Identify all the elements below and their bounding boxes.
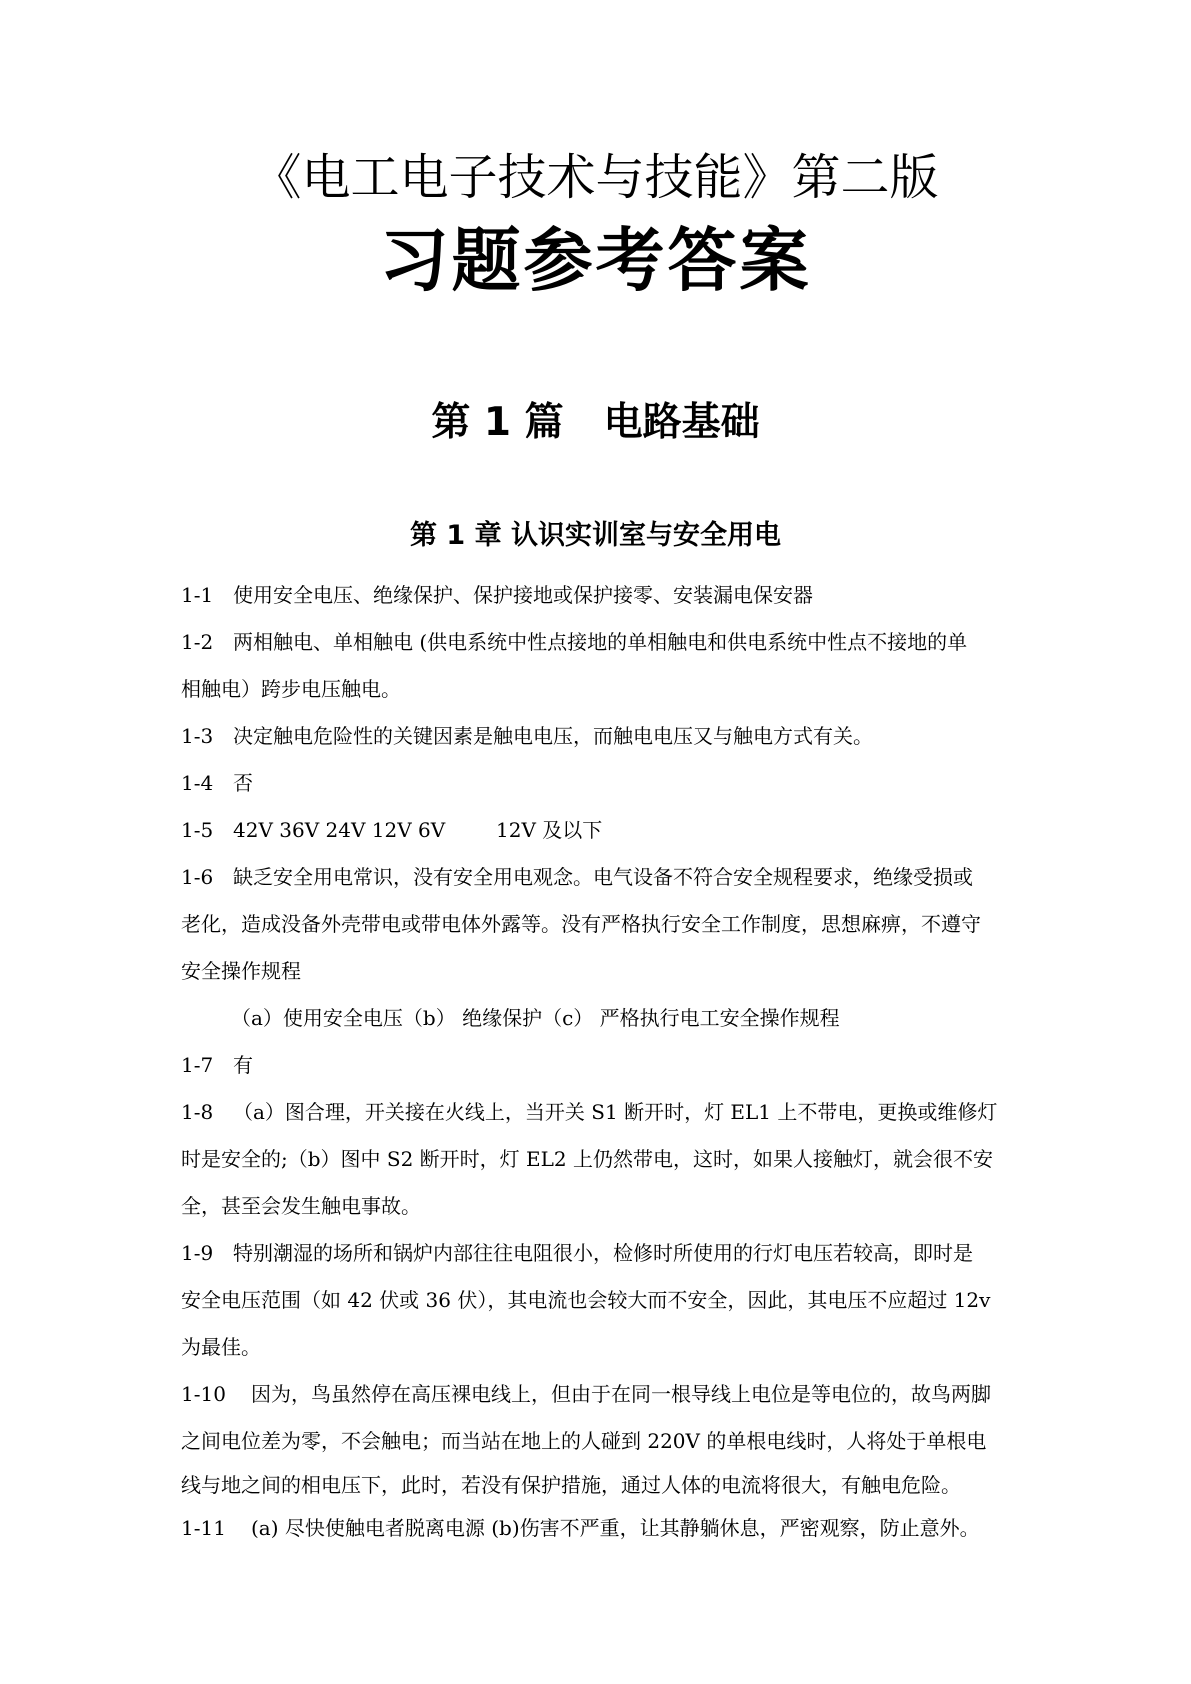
- answer-number: 1-8: [181, 1100, 214, 1124]
- answer-text: 全，甚至会发生触电事故。: [181, 1194, 421, 1218]
- main-title: 习题参考答案: [379, 221, 812, 301]
- answer-1-1: [181, 572, 1021, 619]
- answer-text: 决定触电危险性的关键因素是触电电压，而触电电压又与触电方式有关。: [233, 724, 873, 748]
- answer-text: 两相触电、单相触电 (供电系统中性点接地的单相触电和供电系统中性点不接地的单: [233, 630, 968, 654]
- answer-1-9-cont: [181, 1277, 1021, 1324]
- answer-number: 1-1: [181, 583, 214, 607]
- answer-1-6: [181, 854, 1021, 901]
- answer-1-8-cont: [181, 1136, 1021, 1183]
- answer-text: 使用安全电压、绝缘保护、保护接地或保护接零、安装漏电保安器: [233, 583, 813, 607]
- answer-1-6-cont: [181, 901, 1021, 948]
- answer-1-10-cont: [181, 1465, 1021, 1505]
- answer-text: 线与地之间的相电压下，此时，若没有保护措施，通过人体的电流将很大，有触电危险。: [181, 1473, 961, 1497]
- answer-text: 为最佳。: [181, 1335, 261, 1359]
- answer-1-6-cont: [181, 948, 1021, 995]
- answer-number: 1-7: [181, 1053, 214, 1077]
- answer-1-9-cont: [181, 1324, 1021, 1371]
- book-title: 《电工电子技术与技能》第二版: [252, 149, 939, 206]
- answer-text: 之间电位差为零，不会触电；而当站在地上的人碰到 220V 的单根电线时，人将处于单根电: [181, 1429, 987, 1453]
- answer-1-8: [181, 1089, 1021, 1136]
- answer-1-2-cont: [181, 666, 1021, 713]
- answer-1-11: [181, 1505, 1021, 1552]
- answer-text: 否: [233, 771, 253, 795]
- answer-number: 1-10: [181, 1382, 226, 1406]
- answer-number: 1-3: [181, 724, 214, 748]
- answer-1-10-cont: [181, 1418, 1021, 1465]
- answer-text: 安全电压范围（如 42 伏或 36 伏），其电流也会较大而不安全，因此，其电压不应超过 12v: [181, 1288, 991, 1312]
- answer-text: 因为，鸟虽然停在高压裸电线上，但由于在同一根导线上电位是等电位的，故鸟两脚: [251, 1382, 991, 1406]
- answer-1-4: [181, 760, 1021, 807]
- answer-text: 42V 36V 24V 12V 6V 12V 及以下: [233, 818, 603, 842]
- answer-text: 相触电）跨步电压触电。: [181, 677, 401, 701]
- answer-text: 缺乏安全用电常识，没有安全用电观念。电气设备不符合安全规程要求，绝缘受损或: [233, 865, 973, 889]
- answer-1-10: [181, 1371, 1021, 1418]
- part-heading: [0, 398, 1191, 448]
- answer-1-8-cont: [181, 1183, 1021, 1230]
- answer-text: （a）图合理，开关接在火线上，当开关 S1 断开时，灯 EL1 上不带电，更换或维修灯: [233, 1100, 998, 1124]
- answer-text: 时是安全的;（b）图中 S2 断开时，灯 EL2 上仍然带电，这时，如果人接触灯，就会很不安: [181, 1147, 994, 1171]
- answer-1-5: [181, 807, 1021, 854]
- answer-number: 1-5: [181, 818, 214, 842]
- part-label: 第 1 篇: [431, 400, 564, 445]
- chapter-heading: 第 1 章 认识实训室与安全用电: [410, 520, 781, 551]
- answer-number: 1-6: [181, 865, 214, 889]
- answer-text: 安全操作规程: [181, 959, 301, 983]
- answer-number: 1-2: [181, 630, 214, 654]
- answer-list: [181, 572, 1021, 1552]
- answer-1-6-options: [181, 995, 1021, 1042]
- answer-text: 特别潮湿的场所和锅炉内部往往电阻很小，检修时所使用的行灯电压若较高，即时是: [233, 1241, 973, 1265]
- answer-text: 老化，造成没备外壳带电或带电体外露等。没有严格执行安全工作制度，思想麻痹，不遵守: [181, 912, 981, 936]
- answer-number: 1-11: [181, 1516, 226, 1540]
- answer-1-9: [181, 1230, 1021, 1277]
- answer-text: (a) 尽快使触电者脱离电源 (b)伤害不严重，让其静躺休息，严密观察，防止意外。: [251, 1516, 980, 1540]
- answer-1-2: [181, 619, 1021, 666]
- answer-text: 有: [233, 1053, 253, 1077]
- answer-number: 1-4: [181, 771, 214, 795]
- answer-number: 1-9: [181, 1241, 214, 1265]
- part-name: 电路基础: [603, 400, 760, 445]
- answer-text: （a）使用安全电压（b） 绝缘保护（c） 严格执行电工安全操作规程: [231, 1006, 840, 1030]
- answer-1-3: [181, 713, 1021, 760]
- answer-1-7: [181, 1042, 1021, 1089]
